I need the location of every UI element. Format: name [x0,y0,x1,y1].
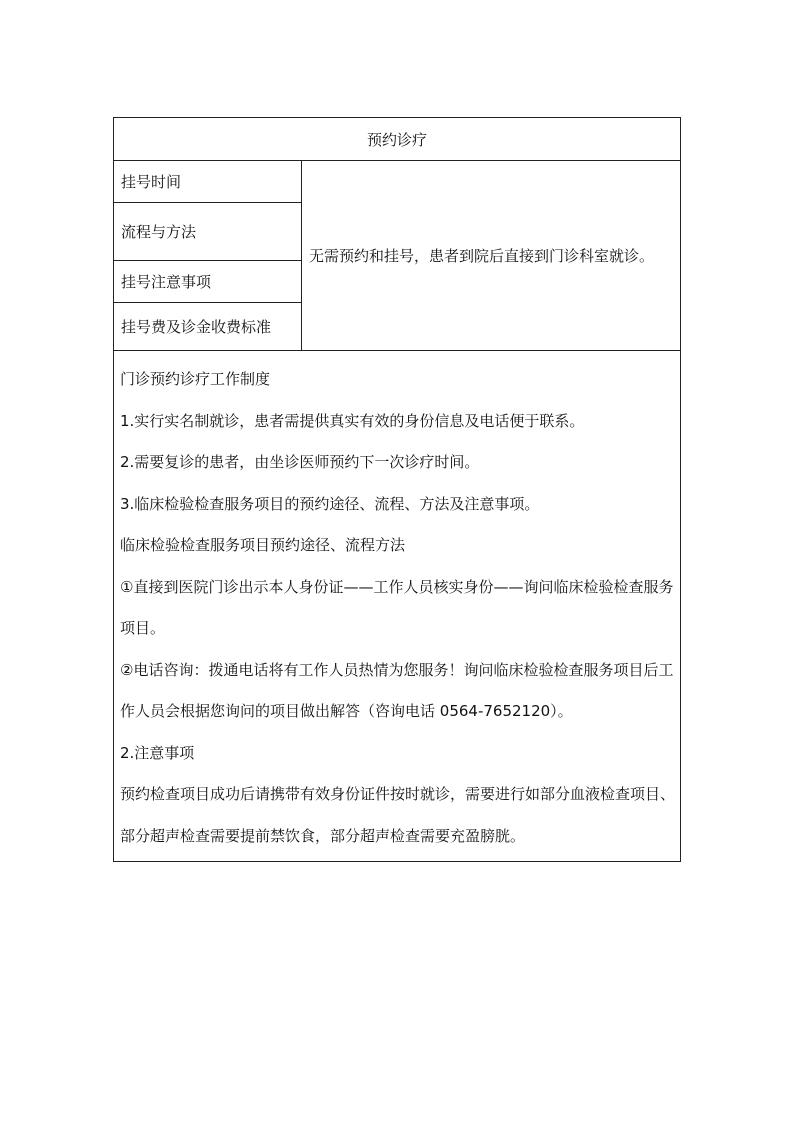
policy-text [114,351,680,861]
paragraph: 2.注意事项 [120,743,195,762]
table-title: 预约诊疗 [114,118,680,161]
paragraph: 3.临床检验检查服务项目的预约途径、流程、方法及注意事项。 [120,494,540,513]
appointment-table [113,117,681,862]
paragraph: ①直接到医院门诊出示本人身份证——工作人员核实身份——询问临床检验检查服务项目。 [120,577,674,637]
paragraph: 1.实行实名制就诊，患者需提供真实有效的身份信息及电话便于联系。 [120,411,585,430]
answer-cell: 无需预约和挂号，患者到院后直接到门诊科室就诊。 [309,247,655,265]
paragraph: ②电话咨询：拨通电话将有工作人员热情为您服务！询问临床检验检查服务项目后工作人员会根据您询问的项目做出解答（咨询电话 0564-7652120）。 [120,660,674,720]
label-fee-standard: 挂号费及诊金收费标准 [121,318,272,336]
paragraph: 临床检验检查服务项目预约途径、流程方法 [120,536,406,554]
label-process-method: 流程与方法 [114,203,301,261]
label-column [114,161,302,350]
paragraph: 2.需要复诊的患者，由坐诊医师预约下一次诊疗时间。 [120,453,480,471]
info-section [114,161,680,351]
policy-heading: 门诊预约诊疗工作制度 [120,370,271,388]
label-registration-notes: 挂号注意事项 [114,261,301,303]
label-registration-time: 挂号时间 [114,161,301,203]
paragraph: 预约检查项目成功后请携带有效身份证件按时就诊，需要进行如部分血液检查项目、部分超声检查需要提前禁饮食，部分超声检查需要充盈膀胱。 [120,785,676,845]
